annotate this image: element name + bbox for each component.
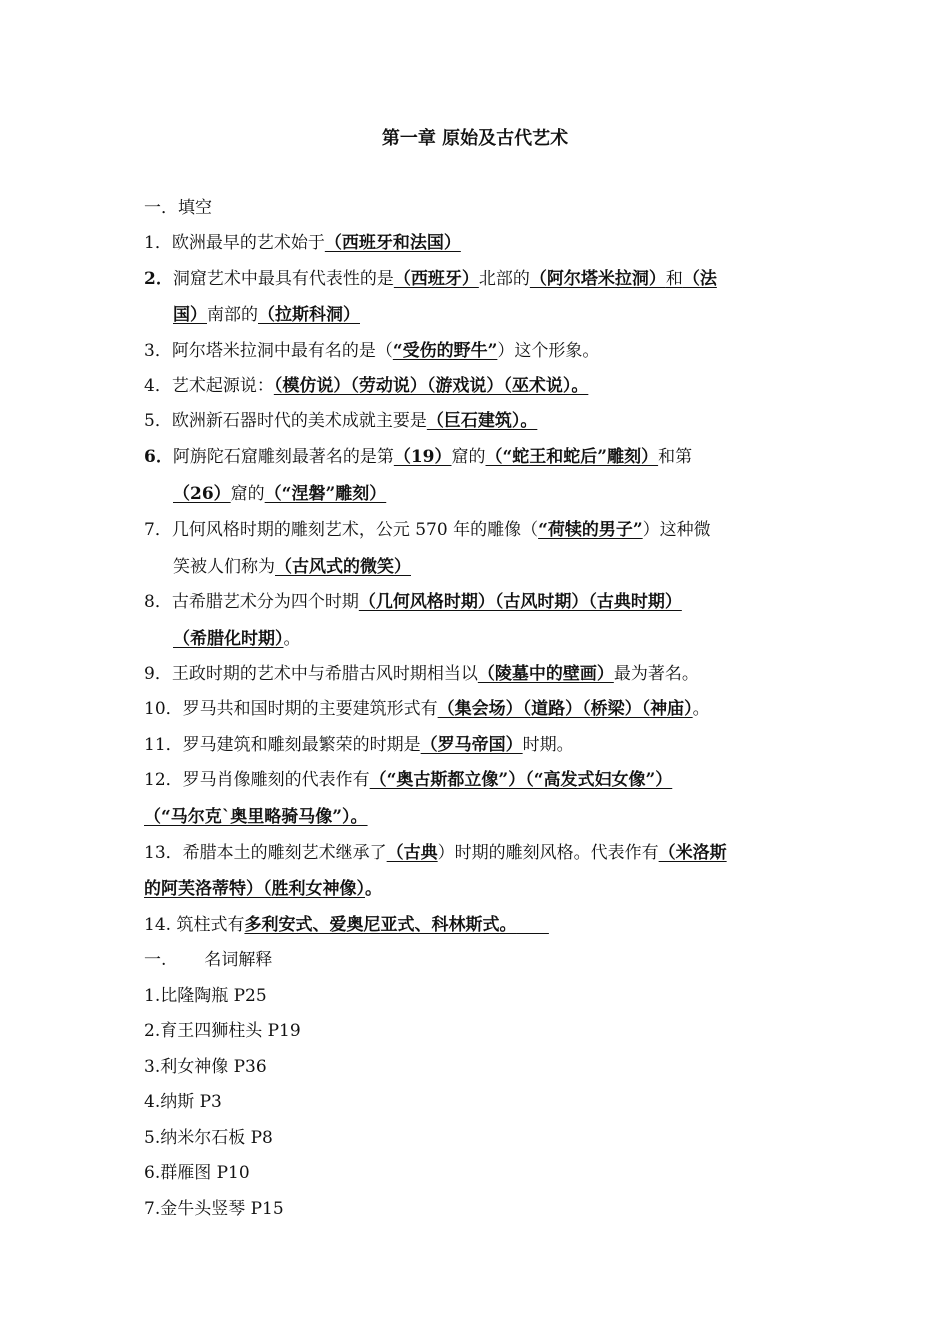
answer: （“蛇王和蛇后”雕刻） bbox=[485, 447, 659, 467]
term-item: 1.比隆陶瓶 P25 bbox=[144, 986, 267, 1006]
answer: （巨石建筑）。 bbox=[426, 411, 538, 431]
chapter-title: 第一章 原始及古代艺术 bbox=[381, 128, 569, 149]
question-8-continued: （希腊化时期）。 bbox=[173, 629, 301, 649]
question-5: 5．欧洲新石器时代的美术成就主要是（巨石建筑）。 bbox=[144, 411, 538, 431]
answer: （“涅磐”雕刻） bbox=[264, 484, 387, 504]
answer: 国） bbox=[173, 305, 207, 325]
answer: （19） bbox=[393, 447, 452, 467]
answer: （古风式的微笑） bbox=[275, 557, 411, 577]
answer: （古典 bbox=[386, 843, 438, 863]
term-item: 2.育王四狮柱头 P19 bbox=[144, 1021, 301, 1041]
term-item: 3.利女神像 P36 bbox=[144, 1057, 267, 1077]
question-10: 10．罗马共和国时期的主要建筑形式有（集会场）（道路）（桥梁）（神庙）。 bbox=[144, 699, 710, 719]
section-heading-fill-blank: 一．填空 bbox=[144, 198, 212, 218]
answer: “受伤的野牛” bbox=[392, 341, 498, 361]
term-item: 6.群雁图 P10 bbox=[144, 1163, 250, 1183]
answer: （西班牙和法国） bbox=[324, 233, 461, 253]
question-3: 3．阿尔塔米拉洞中最有名的是（“受伤的野牛”）这个形象。 bbox=[144, 341, 600, 361]
question-8: 8．古希腊艺术分为四个时期（几何风格时期）（古风时期）（古典时期） bbox=[144, 592, 682, 612]
question-7: 7．几何风格时期的雕刻艺术，公元 570 年的雕像（“荷犊的男子”）这种微 bbox=[144, 520, 711, 540]
question-1: 1．欧洲最早的艺术始于（西班牙和法国） bbox=[144, 233, 461, 253]
question-2: 2．洞窟艺术中最具有代表性的是（西班牙）北部的（阿尔塔米拉洞）和（法 bbox=[144, 269, 717, 289]
answer: （几何风格时期）（古风时期）（古典时期） bbox=[358, 592, 682, 612]
term-item: 5.纳米尔石板 P8 bbox=[144, 1128, 273, 1148]
answer: （米洛斯 bbox=[658, 843, 727, 863]
section-heading-terms: 一. 名词解释 bbox=[144, 950, 273, 970]
question-4: 4．艺术起源说：（模仿说）（劳动说）（游戏说）（巫术说）。 bbox=[144, 376, 589, 396]
answer: （西班牙） bbox=[393, 269, 479, 289]
question-6-continued: （26）窟的（“涅磐”雕刻） bbox=[173, 484, 387, 504]
question-7-continued: 笑被人们称为（古风式的微笑） bbox=[173, 557, 411, 577]
question-9: 9．王政时期的艺术中与希腊古风时期相当以（陵墓中的壁画）最为著名。 bbox=[144, 664, 699, 684]
answer: 的阿芙洛蒂特）（胜利女神像） bbox=[144, 879, 365, 899]
question-11: 11．罗马建筑和雕刻最繁荣的时期是（罗马帝国）时期。 bbox=[144, 735, 574, 755]
question-12: 12．罗马肖像雕刻的代表作有（“奥古斯都立像”）（“高发式妇女像”） bbox=[144, 770, 673, 790]
answer: 多利安式、爱奥尼亚式、科林斯式。 bbox=[244, 915, 517, 935]
answer: （集会场）（道路）（桥梁）（神庙） bbox=[437, 699, 693, 719]
term-item: 4.纳斯 P3 bbox=[144, 1092, 222, 1112]
answer: （法 bbox=[682, 269, 717, 289]
answer: （“奥古斯都立像”）（“高发式妇女像”） bbox=[369, 770, 673, 790]
answer: （希腊化时期） bbox=[173, 629, 284, 649]
term-item: 7.金牛头竖琴 P15 bbox=[144, 1199, 284, 1219]
question-12-continued bbox=[144, 805, 368, 829]
question-14: 14. 筑柱式有多利安式、爱奥尼亚式、科林斯式。 bbox=[144, 915, 517, 935]
answer: （罗马帝国） bbox=[420, 735, 523, 755]
answer: （陵墓中的壁画） bbox=[477, 664, 614, 684]
answer: （26） bbox=[173, 484, 231, 504]
answer: “荷犊的男子” bbox=[538, 520, 643, 540]
question-13-continued: 的阿芙洛蒂特）（胜利女神像）。 bbox=[144, 879, 382, 899]
question-6: 6．阿旃陀石窟雕刻最著名的是第（19）窟的（“蛇王和蛇后”雕刻）和第 bbox=[144, 447, 693, 467]
question-2-continued: 国）南部的（拉斯科洞） bbox=[173, 305, 360, 325]
answer: （模仿说）（劳动说）（游戏说）（巫术说）。 bbox=[273, 376, 589, 396]
answer: （阿尔塔米拉洞） bbox=[529, 269, 666, 289]
question-13: 13．希腊本土的雕刻艺术继承了（古典）时期的雕刻风格。代表作有（米洛斯 bbox=[144, 843, 727, 863]
answer: （拉斯科洞） bbox=[258, 305, 360, 325]
answer: （“马尔克`奥里略骑马像”）。 bbox=[144, 807, 368, 827]
